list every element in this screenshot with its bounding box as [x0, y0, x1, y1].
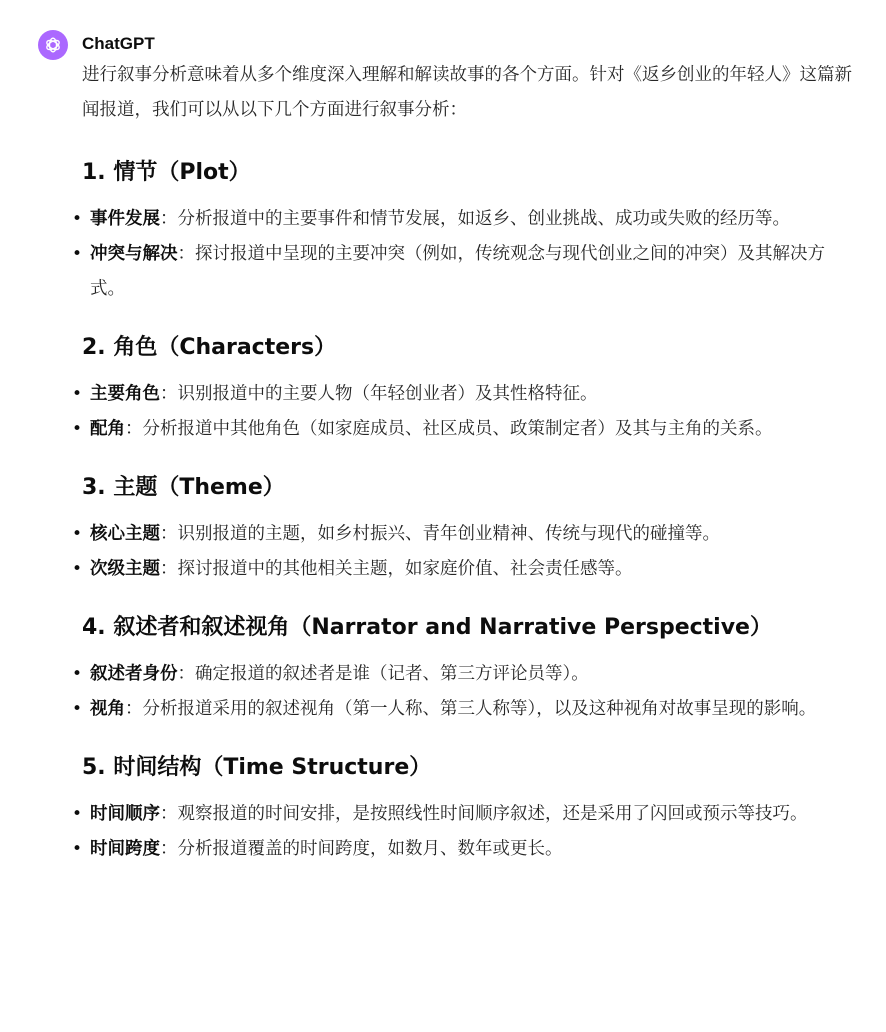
- bullet-separator: ：: [160, 384, 178, 404]
- chatgpt-avatar: [38, 30, 68, 60]
- bullet-separator: ：: [160, 524, 178, 544]
- bullet-item: [72, 552, 852, 587]
- bullet-dot: •: [72, 559, 83, 579]
- bullet-term: 主要角色: [90, 384, 160, 404]
- analysis-section: [72, 613, 852, 727]
- bullet-text: 探讨报道中呈现的主要冲突（例如，传统观念与现代创业之间的冲突）及其解决方式。: [90, 244, 825, 299]
- bullet-separator: ：: [125, 699, 143, 719]
- bullet-item: [72, 832, 852, 867]
- intro-paragraph: 进行叙事分析意味着从多个维度深入理解和解读故事的各个方面。针对《返乡创业的年轻人》这篇新闻报道，我们可以从以下几个方面进行叙事分析：: [82, 65, 852, 120]
- bullet-list: [72, 657, 852, 727]
- bullet-text: 观察报道的时间安排，是按照线性时间顺序叙述，还是采用了闪回或预示等技巧。: [177, 804, 808, 824]
- bullet-text: 确定报道的叙述者是谁（记者、第三方评论员等）。: [195, 664, 589, 684]
- bullet-separator: ：: [177, 244, 195, 264]
- analysis-sections: [72, 158, 852, 867]
- bullet-item: [72, 412, 852, 447]
- bullet-item: [72, 202, 852, 237]
- bullet-text: 分析报道采用的叙述视角（第一人称、第三人称等），以及这种视角对故事呈现的影响。: [142, 699, 817, 719]
- bullet-text: 识别报道中的主要人物（年轻创业者）及其性格特征。: [177, 384, 598, 404]
- bullet-text: 探讨报道中的其他相关主题，如家庭价值、社会责任感等。: [177, 559, 633, 579]
- bullet-dot: •: [72, 244, 83, 264]
- section-heading: 1. 情节（Plot）: [82, 160, 251, 185]
- bullet-term: 叙述者身份: [90, 664, 178, 684]
- openai-logo-icon: [43, 35, 63, 55]
- bullet-item: [72, 377, 852, 412]
- bullet-separator: ：: [160, 559, 178, 579]
- bullet-term: 配角: [90, 419, 125, 439]
- bullet-dot: •: [72, 524, 83, 544]
- message-author: ChatGPT: [82, 34, 155, 53]
- bullet-separator: ：: [160, 209, 178, 229]
- bullet-text: 分析报道中的主要事件和情节发展，如返乡、创业挑战、成功或失败的经历等。: [177, 209, 790, 229]
- bullet-list: [72, 202, 852, 307]
- bullet-item: [72, 237, 852, 307]
- analysis-section: [72, 158, 852, 307]
- bullet-term: 时间跨度: [90, 839, 160, 859]
- section-heading: 2. 角色（Characters）: [82, 335, 337, 360]
- bullet-text: 分析报道覆盖的时间跨度，如数月、数年或更长。: [177, 839, 563, 859]
- analysis-section: [72, 753, 852, 867]
- bullet-item: [72, 797, 852, 832]
- bullet-dot: •: [72, 664, 83, 684]
- bullet-term: 事件发展: [90, 209, 160, 229]
- section-heading: 5. 时间结构（Time Structure）: [82, 755, 432, 780]
- analysis-section: [72, 333, 852, 447]
- bullet-dot: •: [72, 384, 83, 404]
- bullet-item: [72, 692, 852, 727]
- bullet-term: 时间顺序: [90, 804, 160, 824]
- bullet-separator: ：: [177, 664, 195, 684]
- bullet-term: 视角: [90, 699, 125, 719]
- bullet-separator: ：: [160, 804, 178, 824]
- section-heading: 3. 主题（Theme）: [82, 475, 285, 500]
- bullet-text: 分析报道中其他角色（如家庭成员、社区成员、政策制定者）及其与主角的关系。: [142, 419, 773, 439]
- bullet-dot: •: [72, 419, 83, 439]
- bullet-list: [72, 377, 852, 447]
- section-heading: 4. 叙述者和叙述视角（Narrator and Narrative Perspective）: [82, 615, 772, 640]
- bullet-term: 核心主题: [90, 524, 160, 544]
- bullet-separator: ：: [160, 839, 178, 859]
- bullet-item: [72, 517, 852, 552]
- message-content: [72, 58, 852, 867]
- bullet-dot: •: [72, 804, 83, 824]
- bullet-dot: •: [72, 839, 83, 859]
- bullet-separator: ：: [125, 419, 143, 439]
- bullet-item: [72, 657, 852, 692]
- bullet-term: 次级主题: [90, 559, 160, 579]
- bullet-term: 冲突与解决: [90, 244, 178, 264]
- bullet-dot: •: [72, 699, 83, 719]
- bullet-list: [72, 517, 852, 587]
- bullet-text: 识别报道的主题，如乡村振兴、青年创业精神、传统与现代的碰撞等。: [177, 524, 720, 544]
- analysis-section: [72, 473, 852, 587]
- bullet-list: [72, 797, 852, 867]
- bullet-dot: •: [72, 209, 83, 229]
